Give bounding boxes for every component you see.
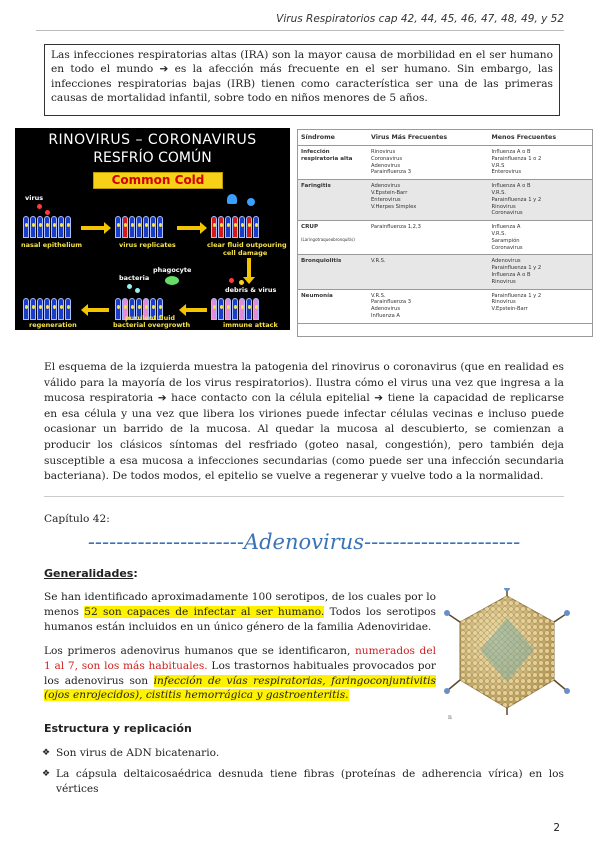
diagram-title-line1: RINOVIRUS – CORONAVIRUS <box>48 132 257 148</box>
diamond-bullet-icon: ❖ <box>42 748 51 758</box>
virus-name: Influenza A <box>491 224 521 231</box>
page-number: 2 <box>553 822 560 834</box>
intro-text-before: Las infecciones respiratorias altas (IRA) son la mayor causa de morbilidad en el ser humano en todo el mundo <box>51 49 553 76</box>
virus-name: Parainfluenza 1 y 2 <box>491 265 542 272</box>
section-title-adenovirus: ----------------------Adenovirus---------------------- <box>87 530 521 554</box>
table-cell-less-frequent <box>489 221 592 255</box>
virus-name: Enterovirus <box>491 169 522 176</box>
virus-particle-icon <box>45 210 50 215</box>
list-item <box>40 746 564 761</box>
virus-name: Adenovirus <box>371 162 401 169</box>
table-header-menos: Menos Frecuentes <box>489 130 592 146</box>
heading-generalidades <box>44 567 138 580</box>
table-row <box>298 221 592 255</box>
virus-name: Sarampión <box>491 237 520 244</box>
virus-name: V.Herpes Simplex <box>371 203 417 210</box>
common-cold-banner <box>93 172 223 189</box>
virus-name: Coronavirus <box>491 244 523 251</box>
table-cell-frequent <box>368 221 489 255</box>
virus-name: V.Epstein-Barr <box>491 306 528 313</box>
virus-name: Parainfluenza 1 y 2 <box>491 292 542 299</box>
syndrome-table <box>297 129 593 337</box>
heading-estructura: Estructura y replicación <box>44 722 192 735</box>
label-regeneration: regeneration <box>29 321 77 329</box>
chapter-label: Capítulo 42: <box>44 513 110 525</box>
virus-name: Adenovirus <box>371 306 401 313</box>
fluid-droplet-icon <box>227 194 237 204</box>
heading-colon: : <box>133 567 138 580</box>
table-cell-syndrome <box>298 146 368 180</box>
bacteria-icon <box>135 288 140 293</box>
arrow-left-icon <box>87 308 109 312</box>
label-immune-attack: immune attack <box>223 321 278 329</box>
label-clear-fluid: clear fluid outpouring <box>207 241 287 249</box>
banner-label: Common Cold <box>111 173 205 187</box>
table-cell-frequent <box>368 289 489 323</box>
syndrome-name: Bronquiolitis <box>301 258 342 265</box>
highlighted-text: 52 son capaces de infectar al ser humano. <box>84 605 325 618</box>
syndrome-name: Faringitis <box>301 183 331 190</box>
adenovirus-illustration <box>442 588 572 716</box>
virus-name: V.R.S. <box>371 258 386 265</box>
explanation-text: El esquema de la izquierda muestra la patogenia del rinovirus o coronavirus (que en realidad es válido para la mayoría de los virus respiratorios). Ilustra cómo el virus una vez que ingresa a la mucosa respiratoria <box>44 361 564 405</box>
table-cell-frequent <box>368 255 489 289</box>
table-cell-less-frequent <box>489 146 592 180</box>
syndrome-subtitle: (Laringotraqueobronquitis) <box>301 236 355 242</box>
label-bacterial-overgrowth: bacterial overgrowth <box>113 321 191 329</box>
table-cell-frequent <box>368 180 489 221</box>
syndrome-name: CRUP <box>301 224 319 231</box>
virus-name: Adenovirus <box>371 183 401 190</box>
table-header-frecuentes: Virus Más Frecuentes <box>368 130 489 146</box>
virus-name: Rinovirus <box>491 278 516 285</box>
table-row <box>298 289 592 323</box>
virus-name: Influenza A <box>371 312 400 319</box>
bullet-text: La cápsula deltaicosaédrica desnuda tiene fibras (proteínas de adherencia vírica) en los vértices <box>56 767 564 795</box>
table-cell-less-frequent <box>489 180 592 221</box>
intro-box <box>44 44 560 116</box>
virus-name: Rinovirus <box>491 299 516 306</box>
table-row <box>298 255 592 289</box>
explanation-text: hace contacto con la célula epitelial <box>166 392 375 405</box>
virus-name: Adenovirus <box>491 258 521 265</box>
arrow-left-icon <box>185 308 207 312</box>
syndrome-name: Neumonía <box>301 292 333 299</box>
virus-name: V.Epstein-Barr <box>371 189 408 196</box>
diagram-title-line2: RESFRÍO COMÚN <box>93 150 212 166</box>
paragraph-text: Los primeros adenovirus humanos que se identificaron, <box>44 645 355 657</box>
label-nasal-epithelium: nasal epithelium <box>21 241 83 249</box>
epithelium-stage-2 <box>115 216 163 238</box>
virus-name: Rinovirus <box>371 149 396 155</box>
arrow-down-icon <box>247 258 251 278</box>
highlighted-italic-text: infección de vías respiratorias, faringoconjuntivitis (ojos enrojecidos), cistitis hemorrágica y gastroenteritis. <box>44 674 436 702</box>
table-row <box>298 146 592 180</box>
header-divider <box>36 30 564 31</box>
arrow-right-icon <box>81 226 105 230</box>
generalidades-paragraph-2 <box>44 644 436 703</box>
table-header-sindrome: Síndrome <box>298 130 368 146</box>
epithelium-stage-4 <box>211 298 259 320</box>
epithelium-stage-6 <box>23 298 71 320</box>
virus-name: Influenza A o B <box>491 183 531 190</box>
fluid-droplet-icon <box>247 198 255 206</box>
table-cell-less-frequent <box>489 255 592 289</box>
virus-name: V.R.S. <box>371 292 386 299</box>
generalidades-paragraph-1 <box>44 590 436 634</box>
paragraph-text: Se han identificado aproximadamente 100 serotipos, de los cuales por lo menos <box>44 591 436 618</box>
diamond-bullet-icon: ❖ <box>42 768 51 779</box>
arrow-icon: ➔ <box>159 63 169 76</box>
intro-text-after: es la afección más frecuente en el ser humano. Sin embargo, las infecciones respiratorias bajas (IRB) tienen como característica ser una de las primeras causas de mortalidad infantil, sobre todo en niños menores de 5 años. <box>51 63 553 105</box>
label-bacteria: bacteria <box>119 274 150 282</box>
explanation-paragraph <box>44 360 564 485</box>
virus-name: V.R.S. <box>491 189 507 196</box>
virus-particle-icon <box>37 204 42 209</box>
virus-name: Coronavirus <box>371 155 403 162</box>
arrow-right-icon <box>177 226 201 230</box>
virus-name: V.R.S. <box>491 230 507 237</box>
heading-generalidades-text: Generalidades <box>44 567 134 580</box>
bacteria-icon <box>127 284 132 289</box>
label-purulent-fluid: purulent fluid <box>125 314 176 322</box>
table-cell-syndrome <box>298 221 368 255</box>
virus-name: Parainfluenza 3 <box>371 299 411 306</box>
table-cell-less-frequent <box>489 289 592 323</box>
label-debris-virus: debris & virus <box>225 286 277 294</box>
figure-caption: n <box>448 714 452 721</box>
label-phagocyte: phagocyte <box>153 266 192 274</box>
paragraph-text: Los trastornos habituales provocados por los adenovirus son <box>44 659 436 687</box>
table-row <box>298 180 592 221</box>
virus-name: Parainfluenza 1 y 2 <box>491 196 542 203</box>
red-text: numerados del 1 al 7, son los más habituales. <box>44 645 436 672</box>
virus-name: Parainfluenza 3 <box>371 169 411 176</box>
table-cell-syndrome <box>298 255 368 289</box>
epithelium-stage-3 <box>211 216 259 238</box>
list-item <box>40 767 564 797</box>
estructura-bullet-list <box>40 746 564 802</box>
phagocyte-icon <box>165 276 179 285</box>
virus-name: Coronavirus <box>491 210 523 217</box>
virus-name: Parainfluenza 1 o 2 <box>491 155 542 162</box>
arrow-icon: ➔ <box>157 392 167 405</box>
explanation-text: tiene la capacidad de replicarse en esa célula y una vez que libera los viriones puede infectar células vecinas e incluso puede ocasionar un barrido de la mucosa. Al quedar la mucosa al descubierto, se comienzan a producir los clásicos síntomas del resfriado (goteo nasal, congestión), pero también deja susceptible a esa mucosa a infecciones secundarias (como puede ser una infección secundaria bacteriana). De todos modos, el epitelio se vuelve a regenerar y vuelve todo a la normalidad. <box>44 392 565 483</box>
bullet-text: Son virus de ADN bicatenario. <box>56 747 220 759</box>
epithelium-stage-1 <box>23 216 71 238</box>
page-header: Virus Respiratorios cap 42, 44, 45, 46, 47, 48, 49, y 52 <box>276 13 564 25</box>
label-virus-replicates: virus replicates <box>119 241 176 249</box>
virus-name: Enterovirus <box>371 196 401 203</box>
virus-name: Rinovirus <box>491 203 516 210</box>
debris-icon <box>239 280 244 285</box>
table-cell-syndrome <box>298 289 368 323</box>
label-cell-damage: cell damage <box>223 249 268 257</box>
debris-icon <box>229 278 234 283</box>
virus-name: Influenza A o B <box>491 149 531 155</box>
arrow-icon: ➔ <box>374 392 384 405</box>
table-cell-syndrome <box>298 180 368 221</box>
common-cold-diagram <box>15 128 290 330</box>
syndrome-name: Infección respiratoria alta <box>301 149 353 162</box>
label-virus: virus <box>25 194 44 202</box>
paragraph-text: Todos los serotipos humanos están incluidos en un único género de la familia Adenoviridae. <box>44 605 436 633</box>
table-cell-frequent <box>368 146 489 180</box>
virus-name: Parainfluenza 1,2,3 <box>371 224 421 231</box>
virus-name: V.R.S <box>491 162 505 169</box>
virus-name: Influenza A o B <box>491 271 531 278</box>
section-divider <box>44 496 564 497</box>
